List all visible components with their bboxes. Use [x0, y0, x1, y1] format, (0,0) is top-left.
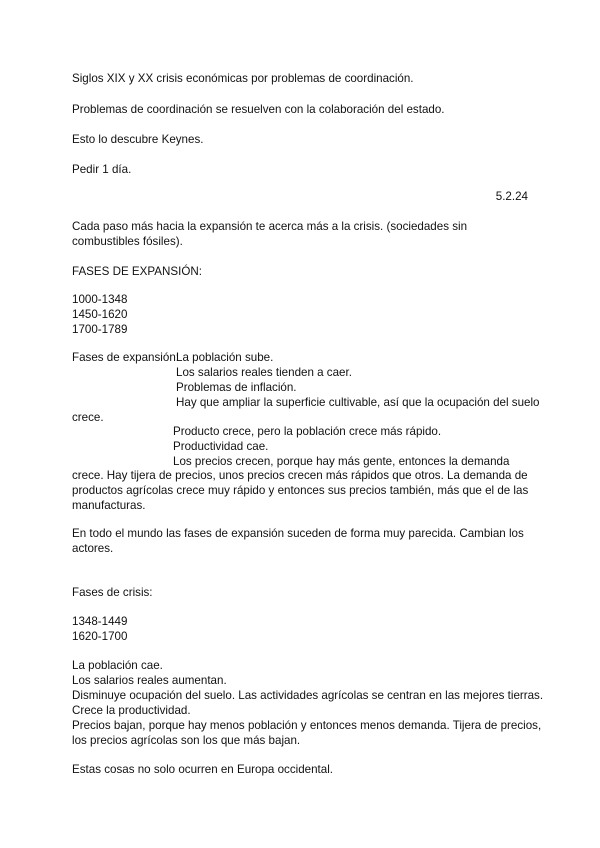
intro-line-4: Pedir 1 día. [72, 163, 132, 176]
expansion-item: Hay que ampliar la superficie cultivable, así que la ocupación del suelo [176, 396, 540, 409]
heading-expansion-phases: FASES DE EXPANSIÓN: [72, 265, 202, 278]
crisis-periods-list [72, 614, 532, 644]
crisis-item: La población cae. [72, 659, 163, 672]
expansion-item: La población sube. [176, 351, 274, 364]
intro-line-3: Esto lo descubre Keynes. [72, 133, 204, 146]
crisis-item: Crece la productividad. [72, 704, 191, 717]
crisis-item: Los salarios reales aumentan. [72, 674, 227, 687]
paragraph-world: En todo el mundo las fases de expansión suceden de forma muy parecida. Cambian los actores. [72, 527, 524, 555]
expansion-item: Producto crece, pero la población crece más rápido. [173, 425, 442, 438]
expansion-period: 1000-1348 [72, 293, 128, 306]
paragraph-expansion-cost: Cada paso más hacia la expansión te acerca más a la crisis. (sociedades sin combustibles fósiles). [72, 220, 468, 248]
heading-crisis-phases: Fases de crisis: [72, 586, 153, 599]
expansion-period: 1700-1789 [72, 323, 128, 336]
expansion-item: Problemas de inflación. [176, 381, 297, 394]
closing-line: Estas cosas no solo ocurren en Europa occidental. [72, 763, 334, 776]
note-date: 5.2.24 [495, 190, 528, 203]
expansion-label: Fases de expansión: [72, 351, 179, 364]
crisis-item: Precios bajan, porque hay menos población y entonces menos demanda. Tijera de precios, [72, 719, 542, 732]
crisis-period: 1348-1449 [72, 615, 128, 628]
crisis-items-list [72, 658, 552, 748]
crisis-item: los precios agrícolas son los que más bajan. [72, 734, 301, 747]
intro-line-1: Siglos XIX y XX crisis económicas por problemas de coordinación. [72, 72, 414, 85]
expansion-item: crece. [72, 411, 104, 424]
expansion-periods-list [72, 292, 532, 337]
intro-line-2: Problemas de coordinación se resuelven con la colaboración del estado. [72, 103, 445, 116]
expansion-item: Los salarios reales tienden a caer. [176, 366, 352, 379]
crisis-period: 1620-1700 [72, 630, 128, 643]
expansion-period: 1450-1620 [72, 308, 128, 321]
crisis-item: Disminuye ocupación del suelo. Las actividades agrícolas se centran en las mejores tierras. [72, 689, 544, 702]
paragraph-expansion-prices: crece. Hay tijera de precios, unos precios crecen más rápidos que otros. La demanda de productos agrícolas crece muy rápido y entonces sus precios también, más que el de las manufacturas. [72, 469, 529, 512]
expansion-item: Los precios crecen, porque hay más gente, entonces la demanda [173, 455, 510, 468]
expansion-item: Productividad cae. [173, 440, 269, 453]
